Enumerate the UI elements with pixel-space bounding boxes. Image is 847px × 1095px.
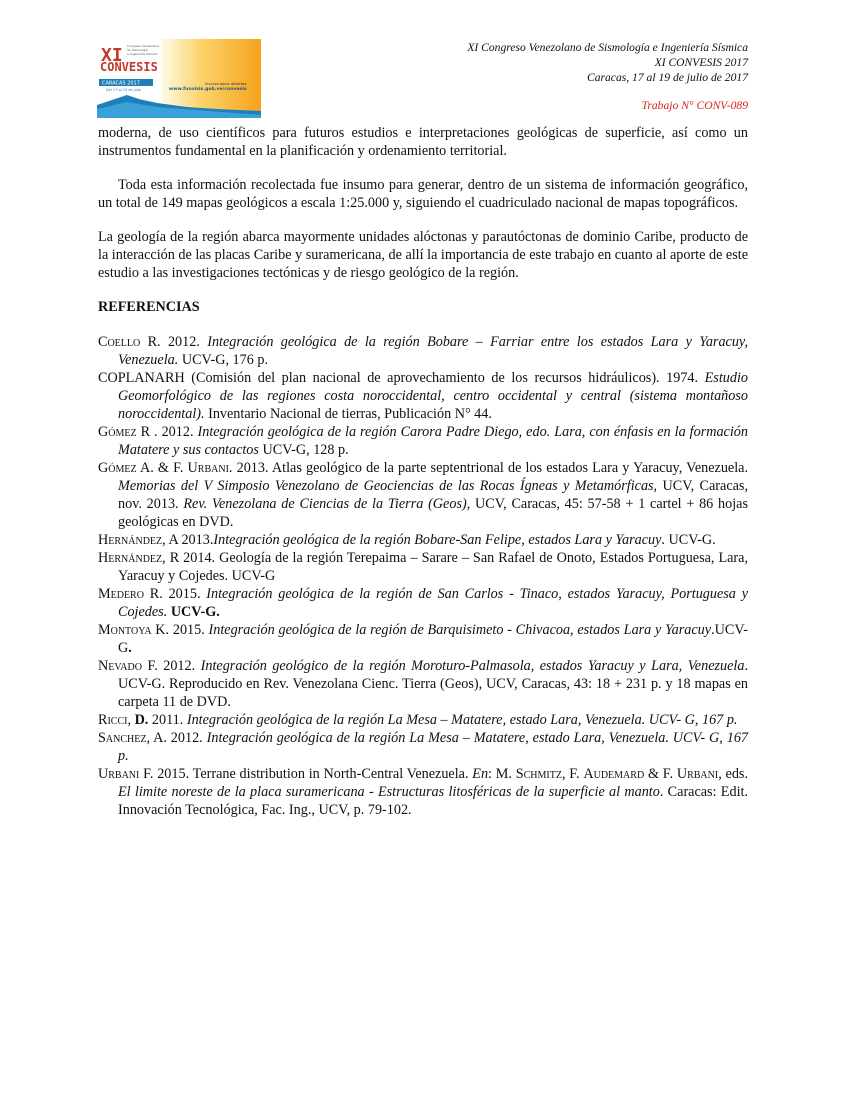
header-convesis: XI CONVESIS 2017 (654, 56, 748, 69)
ref-text: R. 2012. (140, 334, 208, 350)
logo-place: CARACAS 2017 (102, 80, 140, 87)
ref-author: Gómez (98, 460, 137, 476)
ref-bold: D. (134, 712, 149, 728)
ref-bold: . (128, 640, 132, 656)
ref-author: Ricci (98, 712, 128, 728)
ref-text: Inventario Nacional de tierras, Publicación N° 44. (204, 406, 492, 422)
reference-item (98, 423, 748, 459)
ref-text: , A 2013. (162, 532, 214, 548)
header-place-date: Caracas, 17 al 19 de julio de 2017 (586, 71, 748, 84)
ref-title: Integración geológica de la región La Mesa – Matatere, estado Lara, Venezuela. UCV- G, 167 p. (118, 730, 749, 764)
ref-text: .UCV-G (118, 622, 749, 656)
ref-author: Medero (98, 586, 144, 602)
reference-item (98, 729, 748, 765)
ref-title: Estudio Geomorfológico de las regiones costa noroccidental, centro occidental y central (sistema montañoso noroccidental). (118, 370, 748, 422)
ref-text: , eds. (718, 766, 748, 782)
ref-author: Urbani (187, 460, 229, 476)
header-congress: XI Congreso Venezolano de Sismología e Ingeniería Sísmica (467, 41, 748, 54)
body-paragraph-1: moderna, de uso científicos para futuros estudios e interpretaciones geológicas de superficie, así como un instrumentos fundamental en la planificación y ordenamiento territorial. (98, 125, 748, 159)
ref-bold: UCV-G. (167, 604, 220, 620)
ref-text: R. 2015. (143, 586, 207, 602)
ref-text: F. 2012. (141, 658, 201, 674)
ref-text: . Caracas: Edit. Innovación Tecnológica, Fac. Ing., UCV, p. 79-102. (118, 784, 748, 818)
ref-author: Audemard (583, 766, 645, 782)
ref-title: Integración geológica de la región Bobare – Farriar entre los estados Lara y Yaracuy, Venezuela. (118, 334, 748, 368)
reference-item (98, 459, 748, 531)
ref-title: Rev. Venezolana de Ciencias de la Tierra (Geos) (183, 496, 467, 512)
ref-title: Memorias del V Simposio Venezolano de Geociencias de las Rocas Ígneas y Metamórficas, (118, 478, 658, 494)
ref-text: A. & F. (136, 460, 188, 476)
ref-author: Sanchez (98, 730, 147, 746)
reference-list (98, 333, 748, 819)
reference-item (98, 585, 748, 621)
logo-inscripciones: inscripciones abiertas (205, 81, 247, 86)
ref-title: Integración geológica de la región de San Carlos - Tinaco, estados Yaracuy, Portuguesa y Cojedes. (118, 586, 749, 620)
ref-text: , F. (561, 766, 584, 782)
references-heading: REFERENCIAS (98, 299, 200, 315)
ref-title: En (472, 766, 489, 782)
logo-url: www.funvisis.gob.ve/convesis (169, 87, 247, 92)
ref-author: Hernández (98, 532, 163, 548)
ref-text: . UCV-G. Reproducido en Rev. Venezolana Cienc. Tierra (Geos), UCV, Caracas, 43: 18 + 231 p. y 18 mapas en carpeta 11 de DVD. (118, 658, 748, 710)
ref-text: , (127, 712, 135, 728)
ref-title: Integración geológica de la región Bobare-San Felipe, estados Lara y Yaracuy (213, 532, 662, 548)
ref-text: , UCV, Caracas, 45: 57-58 + 1 cartel + 86 hojas geológicas en DVD. (118, 496, 748, 530)
ref-text: , A. 2012. (146, 730, 207, 746)
ref-title: Integración geológica de la región de Barquisimeto - Chivacoa, estados Lara y Yaracuy (208, 622, 712, 638)
ref-title: Integración geológica de la región La Mesa – Matatere, estado Lara, Venezuela. UCV- G, 167 p. (186, 712, 738, 728)
ref-title: El limite noreste de la placa suramericana - Estructuras litosféricas de la superficie al manto (118, 784, 660, 800)
conference-header (328, 40, 748, 113)
ref-text: UCV-G, 128 p. (258, 442, 349, 458)
logo-convesis-text: CONVESIS (100, 60, 158, 74)
ref-text: R . 2012. (136, 424, 198, 440)
ref-text: . UCV-G. (661, 532, 716, 548)
ref-title: Integración geológico de la región Moroturo-Palmasola, estados Yaracuy y Lara, Venezuela (200, 658, 745, 674)
ref-text: & F. (644, 766, 677, 782)
ref-text: , R 2014. Geología de la región Terepaima – Sarare – San Rafael de Onoto, Estados Portuguesa, Lara, Yaracuy y Cojedes. UCV-G (118, 550, 748, 584)
reference-item (98, 765, 748, 819)
convesis-logo (97, 39, 261, 118)
ref-author: Schmitz (515, 766, 562, 782)
ref-author: Urbani (98, 766, 140, 782)
ref-text: K. 2015. (151, 622, 209, 638)
logo-xi-text: XI (101, 45, 123, 66)
ref-text: : M. (488, 766, 516, 782)
ref-text: UCV, Caracas, nov. 2013. (118, 478, 748, 512)
reference-item (98, 549, 748, 585)
ref-author: Montoya (98, 622, 152, 638)
header-trabajo-number: Trabajo N° CONV-089 (641, 99, 748, 112)
body-paragraph-2: Toda esta información recolectada fue insumo para generar, dentro de un sistema de información geográfico, un total de 149 mapas geológicos a escala 1:25.000 y, siguiendo el cuadriculado nacional de mapas topográficos. (98, 177, 748, 211)
ref-author: Urbani (676, 766, 719, 782)
ref-author: Hernández (98, 550, 163, 566)
reference-item (98, 531, 748, 549)
reference-item (98, 333, 748, 369)
ref-text: COPLANARH (Comisión del plan nacional de aprovechamiento de los recursos hidráulicos). 1974. (98, 370, 705, 386)
ref-author: Gómez (98, 424, 137, 440)
paper-body (98, 124, 748, 819)
ref-text: . 2013. Atlas geológico de la parte septentrional de los estados Lara y Yaracuy, Venezuela. (228, 460, 748, 476)
ref-title: Integración geológica de la región Carora Padre Diego, edo. Lara, con énfasis en la formación Matatere y sus contactos (118, 424, 748, 458)
logo-dates: Del 17 al 19 de julio (106, 88, 142, 92)
ref-author: Coello (98, 334, 141, 350)
ref-text: UCV-G, 176 p. (178, 352, 269, 368)
ref-text: 2011. (148, 712, 187, 728)
reference-item (98, 711, 748, 729)
ref-author: Nevado (98, 658, 142, 674)
logo-tagline-2: de Sismología (127, 48, 149, 52)
ref-text: F. 2015. Terrane distribution in North-Central Venezuela. (139, 766, 473, 782)
reference-item (98, 621, 748, 657)
logo-tagline-3: e Ingeniería Sísmica (127, 52, 158, 56)
reference-item (98, 657, 748, 711)
logo-tagline-1: Congreso Venezolano (127, 44, 160, 48)
reference-item (98, 369, 748, 423)
body-paragraph-3: La geología de la región abarca mayormente unidades alóctonas y parautóctonas de dominio Caribe, producto de la interacción de las placas Caribe y suramericana, de allí la importancia de este trabajo en cuanto al aporte de este estudio a las investigaciones tectónicas y de riesgo geológico de la región. (98, 229, 748, 281)
